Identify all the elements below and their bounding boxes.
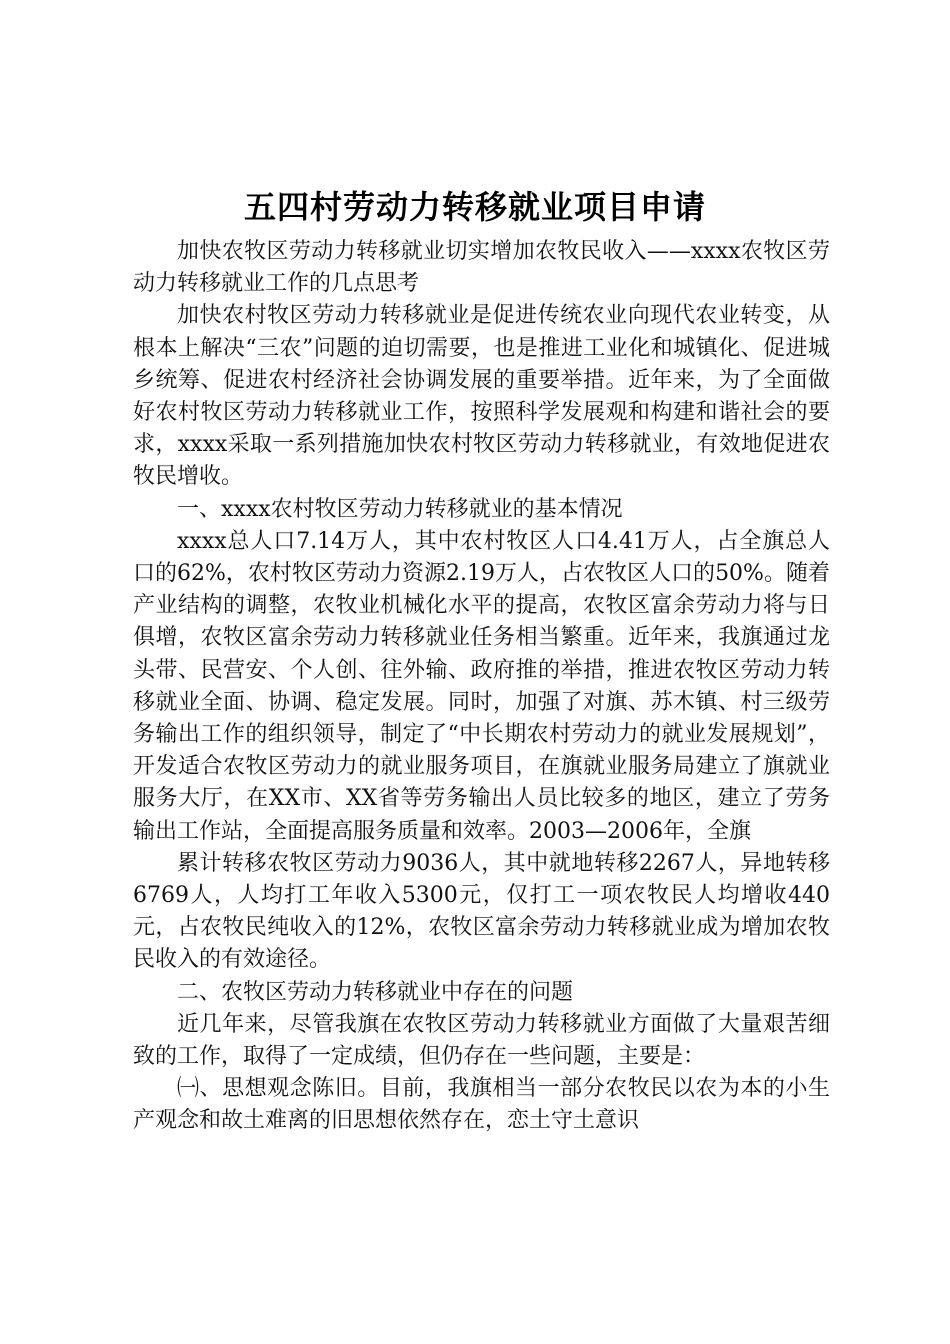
section-heading-2: 二、农牧区劳动力转移就业中存在的问题 xyxy=(177,979,574,1005)
section-heading-1: 一、xxxx农村牧区劳动力转移就业的基本情况 xyxy=(177,496,623,522)
paragraph-problems-intro: 近几年来，尽管我旗在农牧区劳动力转移就业方面做了大量艰苦细致的工作，取得了一定成绩，但仍存在一些问题，主要是： xyxy=(133,1011,830,1070)
paragraph-basic-situation: xxxx总人口7.14万人，其中农村牧区人口4.41万人，占全旗总人口的62%，农村牧区劳动力资源2.19万人，占农牧区人口的50%。随着产业结构的调整，农牧业机械化水平的提高，农牧区富余劳动力将与日俱增，农牧区富余劳动力转移就业任务相当繁重。近年来，我旗通过龙头带、民营安、个人创、往外输、政府推的举措，推进农牧区劳动力转移就业全面、协调、稳定发展。同时，加强了对旗、苏木镇、村三级劳务输出工作的组织领导，制定了“中长期农村劳动力的就业发展规划”，开发适合农牧区劳动力的就业服务项目，在旗就业服务局建立了旗就业服务大厅，在XX市、XX省等劳务输出人员比较多的地区，建立了劳务输出工作站，全面提高服务质量和效率。2003—2006年，全旗 xyxy=(133,528,830,844)
paragraph-problem-1: ㈠、思想观念陈旧。目前，我旗相当一部分农牧民以农为本的小生产观念和故土难离的旧思想依然存在，恋土守土意识 xyxy=(133,1076,830,1134)
paragraph-subtitle: 加快农牧区劳动力转移就业切实增加农牧民收入——xxxx农牧区劳动力转移就业工作的几点思考 xyxy=(133,239,830,297)
paragraph-statistics: 累计转移农牧区劳动力9036人，其中就地转移2267人，异地转移6769人，人均打工年收入5300元，仅打工一项农牧民人均增收440元，占农牧民纯收入的12%，农牧区富余劳动力转移就业成为增加农牧民收入的有效途径。 xyxy=(133,850,830,973)
document-title: 五四村劳动力转移就业项目申请 xyxy=(243,188,706,226)
document-body xyxy=(133,236,830,1138)
paragraph-intro: 加快农村牧区劳动力转移就业是促进传统农业向现代农业转变，从根本上解决“三农”问题的迫切需要，也是推进工业化和城镇化、促进城乡统筹、促进农村经济社会协调发展的重要举措。近年来，为了全面做好农村牧区劳动力转移就业工作，按照科学发展观和构建和谐社会的要求，xxxx采取一系列措施加快农村牧区劳动力转移就业，有效地促进农牧民增收。 xyxy=(133,303,830,490)
